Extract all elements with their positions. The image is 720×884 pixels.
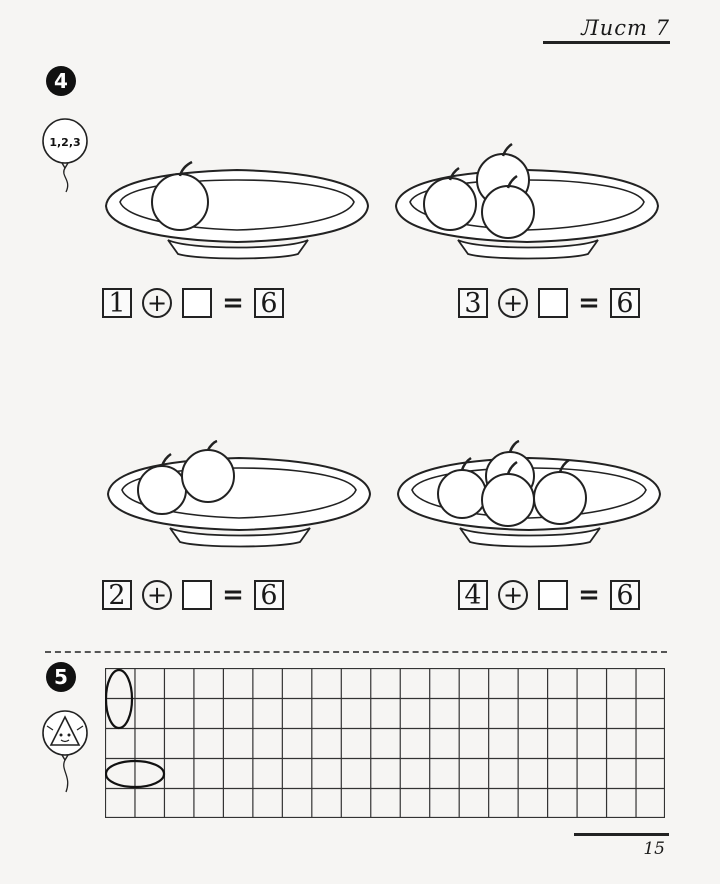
equation-1-answer-box[interactable]: [182, 288, 212, 318]
equation-4-answer-box[interactable]: [538, 580, 568, 610]
equation-2-answer-box[interactable]: [538, 288, 568, 318]
plus-icon: +: [142, 288, 172, 318]
sheet-label: Лист 7: [581, 16, 670, 40]
equals-sign: =: [222, 288, 244, 318]
section-divider: [45, 651, 667, 653]
drawing-grid[interactable]: [105, 668, 665, 818]
equation-2: [458, 285, 640, 321]
plate-1-apple: [98, 158, 376, 268]
plus-icon: +: [498, 288, 528, 318]
equation-2-addend: 3: [458, 288, 488, 318]
equals-sign: =: [578, 288, 600, 318]
plus-icon: +: [498, 580, 528, 610]
task-number-4: 4: [46, 66, 76, 96]
equation-4-result: 6: [610, 580, 640, 610]
equation-3-result: 6: [254, 580, 284, 610]
equation-3: [102, 577, 284, 613]
equals-sign: =: [578, 580, 600, 610]
equation-1-result: 6: [254, 288, 284, 318]
triangle-face-icon: [40, 708, 92, 794]
equals-sign: =: [222, 580, 244, 610]
footer-rule: [574, 833, 669, 836]
equation-2-result: 6: [610, 288, 640, 318]
apple-icon: [182, 441, 234, 502]
equation-4: [458, 577, 640, 613]
plate-2-apples: [100, 440, 378, 556]
equation-3-addend: 2: [102, 580, 132, 610]
grid-cells: [105, 668, 665, 818]
equation-4-addend: 4: [458, 580, 488, 610]
balloon-label: 1,2,3: [49, 136, 81, 149]
sheet-label-underline: [543, 41, 670, 44]
task-number-5: 5: [46, 662, 76, 692]
balloon-counting-icon: [40, 118, 92, 194]
page-number: 15: [643, 839, 665, 859]
plate-4-apples: [390, 440, 668, 556]
plate-3-apples: [388, 140, 666, 268]
equation-1: [102, 285, 284, 321]
equation-1-addend: 1: [102, 288, 132, 318]
equation-3-answer-box[interactable]: [182, 580, 212, 610]
plus-icon: +: [142, 580, 172, 610]
